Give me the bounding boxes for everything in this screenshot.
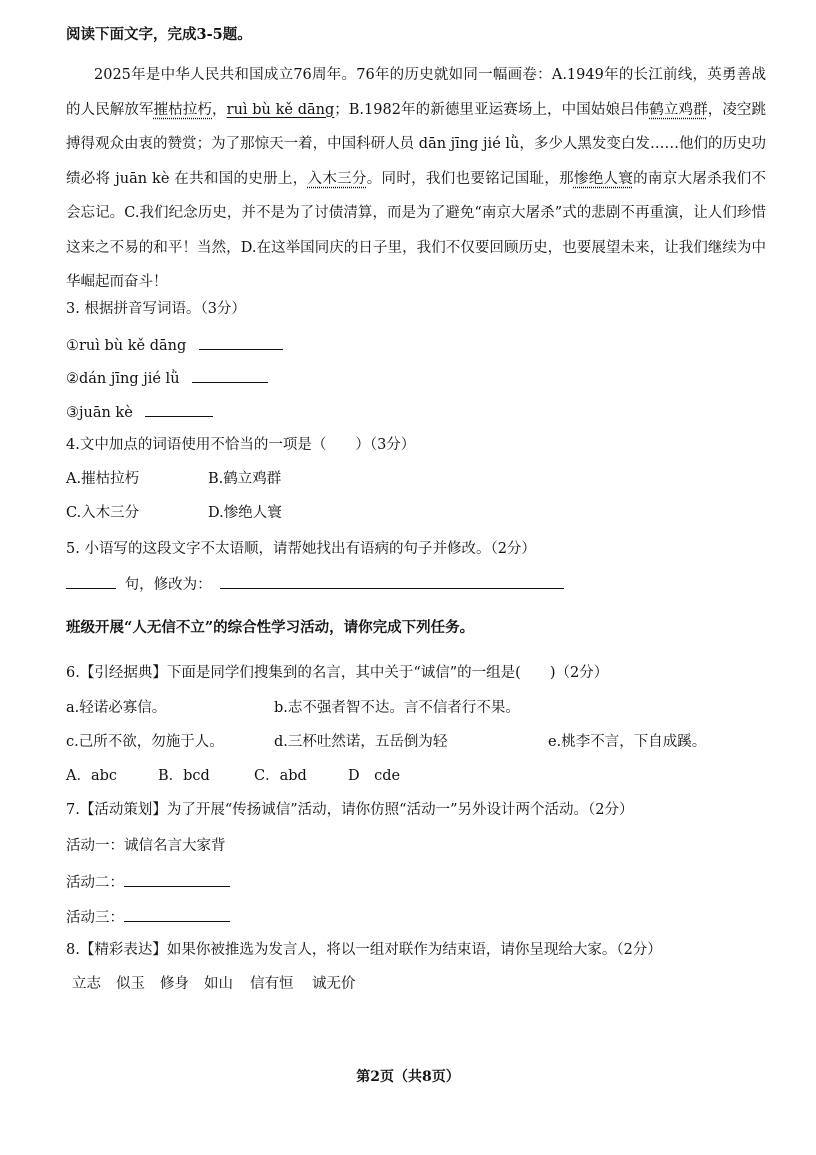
q4-option-d[interactable]: D.惨绝人寰 <box>208 505 282 521</box>
pinyin-underlined: ruì bù kě dāng <box>226 101 335 118</box>
q7-stem: 7.【活动策划】为了开展“传扬诚信”活动，请你仿照“活动一”另外设计两个活动。（2分） <box>66 802 634 818</box>
q6-quotes-row-1 <box>66 697 766 719</box>
passage-text: ，凌空跳搏得观众由衷的赞赏；为了那惊天一着，中国科研人员 dān jīng jié lǜ，多少人黑发变白发……他们的历史功绩必将 juān kè 在共和国的史册上， <box>66 101 767 187</box>
word-card: 立志 <box>72 976 101 992</box>
q3-item-2: ②dán jīng jié lǜ <box>66 366 268 390</box>
word-card: 修身 <box>160 976 189 992</box>
q8-stem: 8.【精彩表达】如果你被推选为发言人，将以一组对联作为结束语，请你呈现给大家。（2分） <box>66 942 662 958</box>
q5-stem: 5. 小语写的这段文字不太语顺，请帮她找出有语病的句子并修改。（2分） <box>66 541 536 557</box>
passage-text: ， <box>212 101 227 118</box>
q7-activity-3: 活动三： <box>66 905 230 929</box>
passage-text: 2025年是中华人民共和国成立76周年。76年的历史就如同一幅画卷：A.1949年的长江前线，英勇善战的人民解放军 <box>66 67 767 118</box>
q6-stem: 6.【引经据典】下面是同学们搜集到的名言，其中关于“诚信”的一组是( )（2分） <box>66 665 609 681</box>
q7-activity-2: 活动二： <box>66 870 230 894</box>
q6-quote-c: c.己所不欲，勿施于人。 <box>66 734 224 750</box>
q6-choices-row <box>66 765 466 787</box>
q6-quote-a: a.轻诺必寡信。 <box>66 700 167 716</box>
q3-stem: 3. 根据拼音写词语。（3分） <box>66 301 246 317</box>
activity-intro: 班级开展“人无信不立”的综合性学习活动，请你完成下列任务。 <box>66 619 475 636</box>
page-number: 第2页（共8页） <box>356 1069 460 1085</box>
answer-blank[interactable] <box>124 905 230 922</box>
q4-options-row-2 <box>66 502 466 524</box>
word-card: 似玉 <box>116 976 145 992</box>
passage-text: ；B.1982年的新德里亚运赛场上，中国姑娘吕伟 <box>334 101 650 118</box>
q6-quote-b: b.志不强者智不达。言不信者行不果。 <box>274 700 520 716</box>
reading-intro: 阅读下面文字，完成3-5题。 <box>66 26 252 43</box>
dotted-word-1: 摧枯拉朽 <box>153 101 213 118</box>
q8-word-bank <box>66 973 466 995</box>
answer-blank[interactable] <box>145 400 213 417</box>
answer-blank[interactable] <box>192 366 268 383</box>
answer-blank[interactable] <box>220 572 564 589</box>
passage-text: 。同时，我们也要铭记国耻，那 <box>366 170 574 187</box>
dotted-word-2: 鹤立鸡群 <box>649 101 708 118</box>
q4-option-b[interactable]: B.鹤立鸡群 <box>208 471 282 487</box>
answer-blank[interactable] <box>124 870 230 887</box>
q7-activity-1: 活动一：诚信名言大家背 <box>66 838 226 854</box>
word-card: 如山 <box>204 976 233 992</box>
q6-choice-a[interactable]: A．abc <box>66 768 118 784</box>
q3-item-3: ③juān kè <box>66 400 213 424</box>
answer-blank[interactable] <box>199 333 283 350</box>
q6-quote-d: d.三杯吐然诺，五岳倒为轻 <box>274 734 448 750</box>
passage-text: 的南京大屠杀我们不会忘记。C.我们纪念历史，并不是为了讨债清算，而是为了避免“南京大屠杀”式的悲剧不再重演，让人们珍惜这来之不易的和平！当然，D.在这举国同庆的日子里，我们不仅要回顾历史，也要展望未来，让我们继续为中华崛起而奋斗！ <box>66 170 767 290</box>
word-card: 信有恒 <box>250 976 294 992</box>
q5-answer-line: 句，修改为： <box>66 572 564 596</box>
q4-options-row-1 <box>66 468 466 490</box>
q6-quote-e: e.桃李不言，下自成蹊。 <box>548 734 707 750</box>
word-card: 诚无价 <box>312 976 356 992</box>
dotted-word-4: 惨绝人寰 <box>573 170 634 187</box>
answer-blank[interactable] <box>66 572 116 589</box>
q4-option-c[interactable]: C.入木三分 <box>66 505 140 521</box>
q3-item-1: ①ruì bù kě dāng <box>66 333 283 357</box>
dotted-word-3: 入木三分 <box>307 170 367 187</box>
q4-option-a[interactable]: A.摧枯拉朽 <box>66 471 140 487</box>
q6-choice-d[interactable]: D cde <box>348 768 401 784</box>
q6-choice-b[interactable]: B．bcd <box>158 768 210 784</box>
q6-choice-c[interactable]: C．abd <box>254 768 307 784</box>
q4-stem: 4.文中加点的词语使用不恰当的一项是（ ）（3分） <box>66 437 416 453</box>
reading-passage <box>66 58 766 300</box>
q6-quotes-row-2 <box>66 731 766 753</box>
